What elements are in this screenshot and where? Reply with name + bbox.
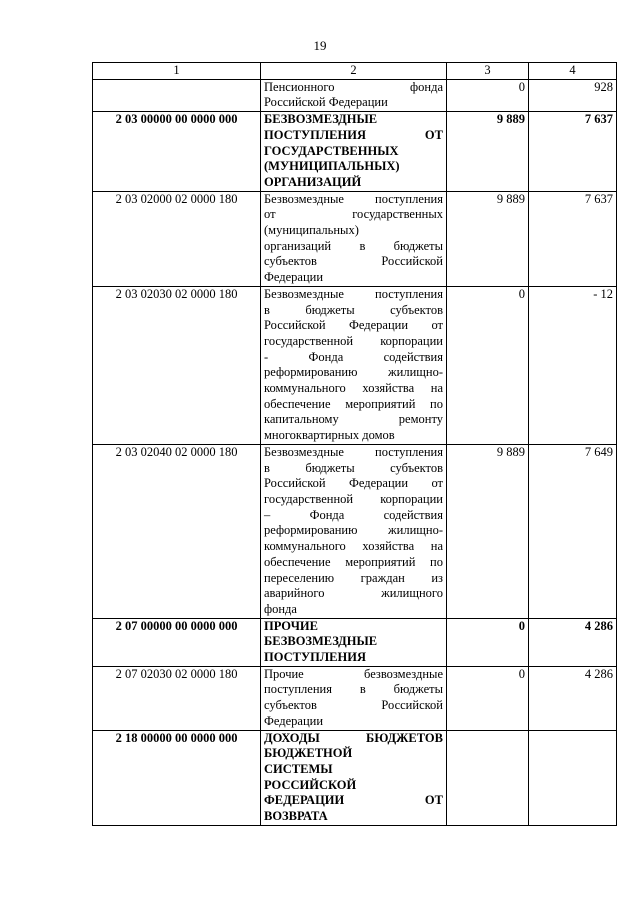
item-name-line: Федерации [264, 713, 324, 728]
table-row [93, 444, 617, 618]
page-number: 19 [313, 38, 327, 53]
column-3-value: 9 889 [447, 444, 529, 618]
table-row [93, 191, 617, 286]
column-3-value: 0 [447, 666, 529, 730]
item-name-line: ГОСУДАРСТВЕННЫХ [264, 143, 399, 158]
item-name-line: Пенсионного фонда [264, 79, 443, 94]
table-row [93, 79, 617, 111]
table-header-row [93, 63, 617, 80]
item-name-cell [261, 730, 447, 825]
item-name-line: ПОСТУПЛЕНИЯ ОТ [264, 127, 443, 142]
table-row [93, 666, 617, 730]
item-name-line: в бюджеты субъектов [264, 460, 443, 475]
column-3-value: 0 [447, 79, 529, 111]
column-3-value [447, 730, 529, 825]
item-name-line: – Фонда содействия [264, 507, 443, 522]
item-name-line: БЕЗВОЗМЕЗДНЫЕ [264, 112, 378, 127]
item-name-line: БЮДЖЕТНОЙ [264, 746, 353, 761]
item-name-line: РОССИЙСКОЙ [264, 777, 357, 792]
budget-code-cell: 2 03 02030 02 0000 180 [93, 286, 261, 444]
item-name-line: обеспечение мероприятий по [264, 554, 443, 569]
budget-code-cell: 2 03 00000 00 0000 000 [93, 112, 261, 192]
item-name-line: переселению граждан из [264, 570, 443, 585]
column-header: 4 [529, 63, 617, 80]
table-row [93, 730, 617, 825]
item-name-line: ПОСТУПЛЕНИЯ [264, 650, 366, 665]
column-4-value: 4 286 [529, 618, 617, 666]
item-name-cell [261, 666, 447, 730]
column-header: 2 [261, 63, 447, 80]
item-name-line: субъектов Российской [264, 254, 443, 269]
column-header: 3 [447, 63, 529, 80]
item-name-line: (МУНИЦИПАЛЬНЫХ) [264, 159, 400, 174]
item-name-cell [261, 112, 447, 192]
budget-code-cell: 2 07 02030 02 0000 180 [93, 666, 261, 730]
item-name-line: ДОХОДЫ БЮДЖЕТОВ [264, 730, 443, 745]
item-name-line: Безвозмездные поступления [264, 286, 443, 301]
budget-code-cell: 2 07 00000 00 0000 000 [93, 618, 261, 666]
column-3-value: 0 [447, 286, 529, 444]
item-name-line: субъектов Российской [264, 698, 443, 713]
column-4-value: 7 637 [529, 112, 617, 192]
item-name-line: многоквартирных домов [264, 428, 395, 443]
column-3-value: 9 889 [447, 112, 529, 192]
item-name-line: в бюджеты субъектов [264, 302, 443, 317]
column-header: 1 [93, 63, 261, 80]
table-row [93, 112, 617, 192]
item-name-line: Российской Федерации [264, 95, 388, 110]
column-3-value: 0 [447, 618, 529, 666]
column-4-value: - 12 [529, 286, 617, 444]
item-name-line: Безвозмездные поступления [264, 444, 443, 459]
item-name-line: - Фонда содействия [264, 349, 443, 364]
item-name-cell [261, 286, 447, 444]
item-name-line: ВОЗВРАТА [264, 809, 328, 824]
column-4-value: 7 649 [529, 444, 617, 618]
item-name-line: реформированию жилищно- [264, 365, 443, 380]
item-name-line: от государственных [264, 207, 443, 222]
column-4-value [529, 730, 617, 825]
item-name-line: реформированию жилищно- [264, 523, 443, 538]
column-4-value: 928 [529, 79, 617, 111]
item-name-line: (муниципальных) [264, 223, 359, 238]
item-name-line: Прочие безвозмездные [264, 666, 443, 681]
budget-code-cell: 2 18 00000 00 0000 000 [93, 730, 261, 825]
item-name-line: ФЕДЕРАЦИИ ОТ [264, 793, 443, 808]
item-name-line: ОРГАНИЗАЦИЙ [264, 174, 362, 189]
budget-code-cell: 2 03 02000 02 0000 180 [93, 191, 261, 286]
item-name-cell [261, 618, 447, 666]
item-name-line: фонда [264, 601, 297, 616]
budget-code-cell [93, 79, 261, 111]
budget-code-cell: 2 03 02040 02 0000 180 [93, 444, 261, 618]
table-row [93, 618, 617, 666]
item-name-line: СИСТЕМЫ [264, 761, 333, 776]
item-name-line: государственной корпорации [264, 333, 443, 348]
item-name-line: обеспечение мероприятий по [264, 396, 443, 411]
item-name-line: коммунального хозяйства на [264, 539, 443, 554]
item-name-cell [261, 79, 447, 111]
item-name-line: государственной корпорации [264, 491, 443, 506]
item-name-line: поступления в бюджеты [264, 682, 443, 697]
item-name-line: БЕЗВОЗМЕЗДНЫЕ [264, 634, 378, 649]
budget-table [92, 62, 617, 826]
item-name-cell [261, 191, 447, 286]
item-name-line: Российской Федерации от [264, 476, 443, 491]
item-name-line: капитальному ремонту [264, 412, 443, 427]
column-4-value: 4 286 [529, 666, 617, 730]
table-row [93, 286, 617, 444]
item-name-line: Безвозмездные поступления [264, 191, 443, 206]
column-3-value: 9 889 [447, 191, 529, 286]
item-name-line: Российской Федерации от [264, 318, 443, 333]
item-name-line: ПРОЧИЕ [264, 618, 318, 633]
item-name-line: коммунального хозяйства на [264, 381, 443, 396]
item-name-line: аварийного жилищного [264, 586, 443, 601]
column-4-value: 7 637 [529, 191, 617, 286]
item-name-line: организаций в бюджеты [264, 238, 443, 253]
item-name-line: Федерации [264, 270, 324, 285]
item-name-cell [261, 444, 447, 618]
